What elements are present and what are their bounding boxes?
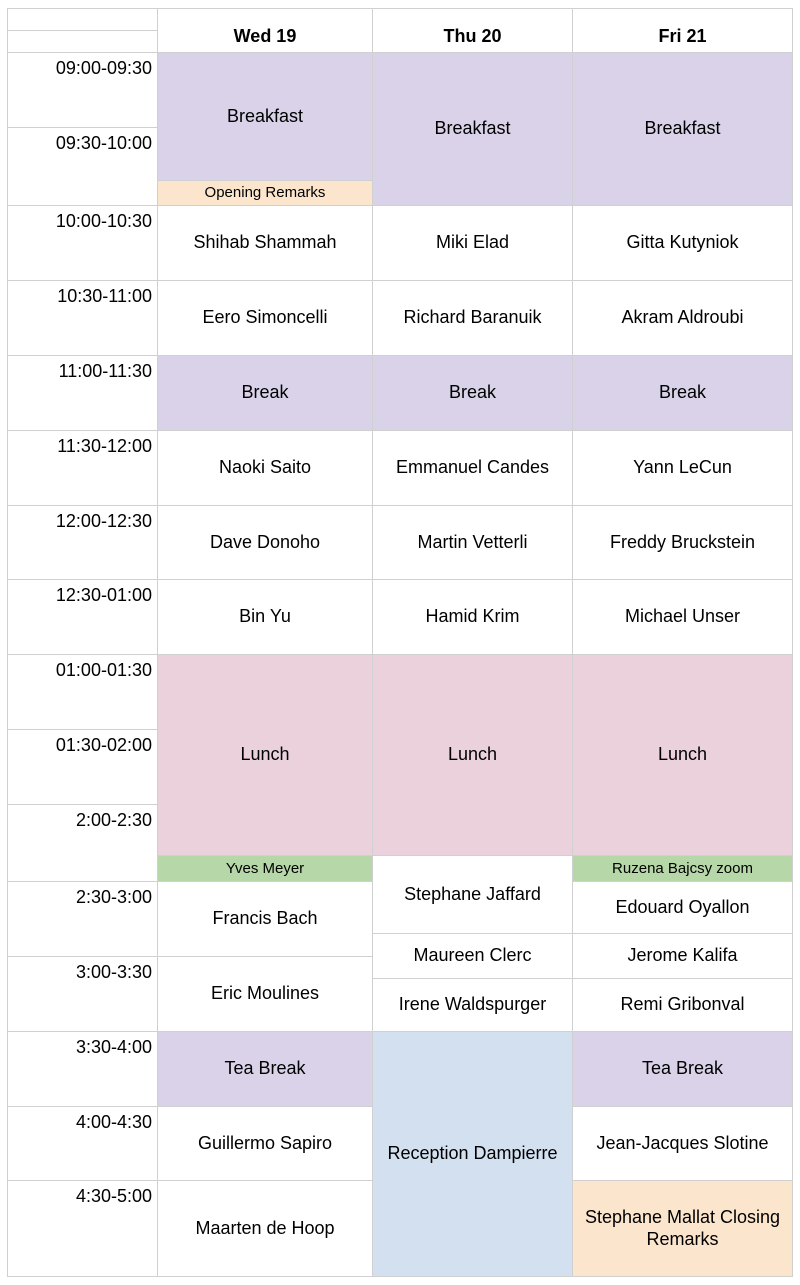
- corner-cell-top: [7, 8, 158, 31]
- fri-session: Yann LeCun: [572, 430, 793, 506]
- time-slot: 11:00-11:30: [7, 355, 158, 431]
- time-slot: 12:30-01:00: [7, 579, 158, 655]
- fri-session: Michael Unser: [572, 579, 793, 655]
- thu-breakfast: Breakfast: [372, 52, 573, 206]
- thu-session: Richard Baranuik: [372, 280, 573, 356]
- fri-lunch: Lunch: [572, 654, 793, 856]
- time-slot: 2:00-2:30: [7, 804, 158, 882]
- time-slot: 12:00-12:30: [7, 505, 158, 580]
- fri-session-special: Ruzena Bajcsy zoom: [572, 855, 793, 882]
- wed-session: Eric Moulines: [157, 956, 373, 1032]
- time-slot: 10:00-10:30: [7, 205, 158, 281]
- wed-session: Dave Donoho: [157, 505, 373, 580]
- fri-session: Jerome Kalifa: [572, 933, 793, 979]
- time-slot: 09:30-10:00: [7, 127, 158, 206]
- thu-session: Stephane Jaffard: [372, 855, 573, 934]
- thu-session: Irene Waldspurger: [372, 978, 573, 1032]
- time-slot: 2:30-3:00: [7, 881, 158, 957]
- wed-session-special: Yves Meyer: [157, 855, 373, 882]
- wed-session: Shihab Shammah: [157, 205, 373, 281]
- fri-session: Akram Aldroubi: [572, 280, 793, 356]
- time-slot: 01:00-01:30: [7, 654, 158, 730]
- time-slot: 4:00-4:30: [7, 1106, 158, 1181]
- fri-session: Edouard Oyallon: [572, 881, 793, 934]
- wed-session: Guillermo Sapiro: [157, 1106, 373, 1181]
- time-slot: 11:30-12:00: [7, 430, 158, 506]
- thu-lunch: Lunch: [372, 654, 573, 856]
- wed-session: Bin Yu: [157, 579, 373, 655]
- wed-lunch: Lunch: [157, 654, 373, 856]
- wed-break: Break: [157, 355, 373, 431]
- wed-session: Francis Bach: [157, 881, 373, 957]
- time-slot: 3:00-3:30: [7, 956, 158, 1032]
- fri-closing-remarks: Stephane Mallat Closing Remarks: [572, 1180, 793, 1277]
- fri-session: Jean-Jacques Slotine: [572, 1106, 793, 1181]
- day-header-thu: Thu 20: [372, 8, 573, 53]
- thu-session: Emmanuel Candes: [372, 430, 573, 506]
- time-slot: 3:30-4:00: [7, 1031, 158, 1107]
- wed-tea-break: Tea Break: [157, 1031, 373, 1107]
- wed-breakfast: Breakfast: [157, 52, 373, 181]
- fri-session: Gitta Kutyniok: [572, 205, 793, 281]
- fri-breakfast: Breakfast: [572, 52, 793, 206]
- time-slot: 01:30-02:00: [7, 729, 158, 805]
- time-slot: 10:30-11:00: [7, 280, 158, 356]
- corner-cell-bottom: [7, 30, 158, 53]
- thu-session: Miki Elad: [372, 205, 573, 281]
- wed-session: Eero Simoncelli: [157, 280, 373, 356]
- wed-session: Naoki Saito: [157, 430, 373, 506]
- time-slot: 09:00-09:30: [7, 52, 158, 128]
- time-slot: 4:30-5:00: [7, 1180, 158, 1277]
- wed-opening-remarks: Opening Remarks: [157, 180, 373, 206]
- thu-session: Martin Vetterli: [372, 505, 573, 580]
- thu-session: Maureen Clerc: [372, 933, 573, 979]
- fri-break: Break: [572, 355, 793, 431]
- fri-tea-break: Tea Break: [572, 1031, 793, 1107]
- thu-break: Break: [372, 355, 573, 431]
- thu-session: Hamid Krim: [372, 579, 573, 655]
- wed-session: Maarten de Hoop: [157, 1180, 373, 1277]
- day-header-wed: Wed 19: [157, 8, 373, 53]
- fri-session: Freddy Bruckstein: [572, 505, 793, 580]
- day-header-fri: Fri 21: [572, 8, 793, 53]
- fri-session: Remi Gribonval: [572, 978, 793, 1032]
- thu-reception: Reception Dampierre: [372, 1031, 573, 1277]
